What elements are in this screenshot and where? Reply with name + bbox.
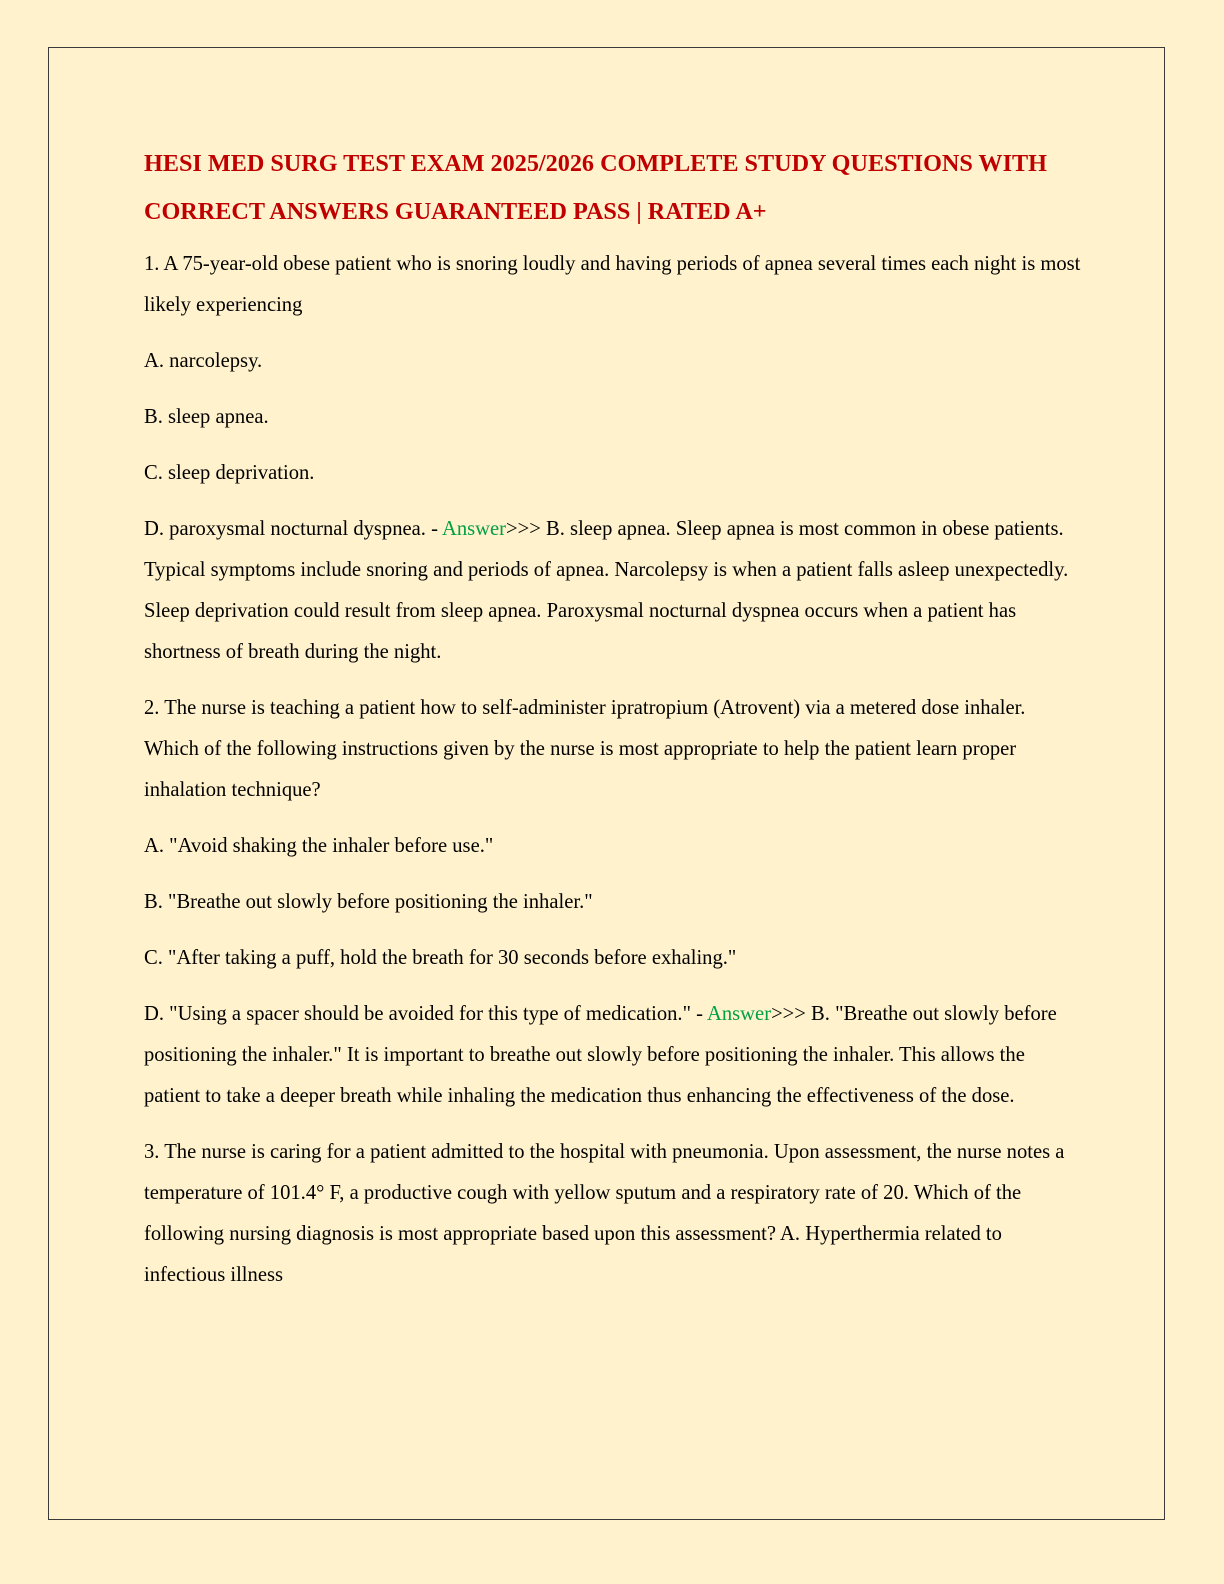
question-3-stem: 3. The nurse is caring for a patient admitted to the hospital with pneumonia. Upon assessment, the nurse notes a temperature of 101.4° F, a productive cough with yellow sputum and a respiratory rate of 20. Which of the following nursing diagnosis is most appropriate based upon this assessment? A. Hyperthermia related to infectious illness [144, 1141, 1065, 1286]
question-1-stem: 1. A 75-year-old obese patient who is snoring loudly and having periods of apnea several times each night is most likely experiencing [144, 253, 1081, 316]
question-2-option-a: A. "Avoid shaking the inhaler before use." [144, 835, 494, 857]
question-1-option-d-with-answer [144, 509, 1084, 673]
question-1-option-d: D. paroxysmal nocturnal dyspnea. - [144, 518, 442, 540]
question-1-option-a: A. narcolepsy. [144, 350, 263, 372]
question-2-option-c: C. "After taking a puff, hold the breath for 30 seconds before exhaling." [144, 947, 737, 969]
question-2-stem: 2. The nurse is teaching a patient how to self-administer ipratropium (Atrovent) via a metered dose inhaler. Which of the following instructions given by the nurse is most appropriate to help the patient learn proper inhalation technique? [144, 697, 1026, 801]
question-2-option-b: B. "Breathe out slowly before positioning the inhaler." [144, 891, 593, 913]
question-1-answer-text: >>> B. sleep apnea. Sleep apnea is most common in obese patients. Typical symptoms include snoring and periods of apnea. Narcolepsy is when a patient falls asleep unexpectedly. Sleep deprivation could result from sleep apnea. Paroxysmal nocturnal dyspnea occurs when a patient has shortness of breath during the night. [144, 518, 1069, 663]
question-3 [144, 1132, 1084, 1296]
question-2-answer-label: Answer [707, 1003, 772, 1025]
question-1-answer-label: Answer [441, 518, 507, 540]
question-1-option-c: C. sleep deprivation. [144, 462, 315, 484]
question-2-option-d-with-answer [144, 994, 1084, 1117]
question-2 [144, 688, 1084, 1117]
document-body [144, 140, 1084, 1296]
question-1-option-b: B. sleep apnea. [144, 406, 269, 428]
question-2-answer-text: >>> B. "Breathe out slowly before positioning the inhaler." It is important to breathe out slowly before positioning the inhaler. This allows the patient to take a deeper breath while inhaling the medication thus enhancing the effectiveness of the dose. [144, 1003, 1057, 1107]
question-1 [144, 244, 1084, 673]
document-title: HESI MED SURG TEST EXAM 2025/2026 COMPLETE STUDY QUESTIONS WITH CORRECT ANSWERS GUARANTEED PASS | RATED A+ [144, 150, 1047, 225]
question-2-option-d: D. "Using a spacer should be avoided for this type of medication." - [144, 1003, 707, 1025]
